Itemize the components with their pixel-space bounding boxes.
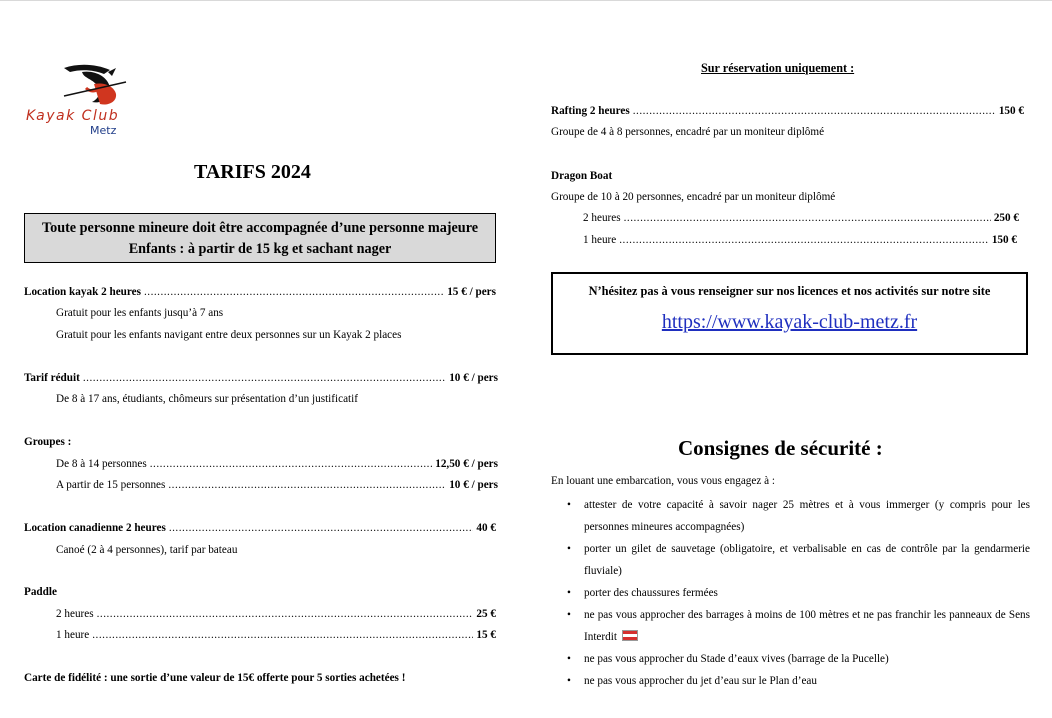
notice-line-1: Toute personne mineure doit être accompagnée d’une personne majeure — [41, 220, 479, 236]
row-dragon-2 — [583, 234, 1017, 246]
rafting-note: Groupe de 4 à 8 personnes, encadré par un moniteur diplômé — [551, 126, 825, 138]
paddle-r2-price: 15 € — [476, 629, 496, 641]
list-item: • attester de votre capacité à savoir nager 25 mètres et à vous immerger (y compris pour les personnes mineures accompagnées) — [560, 494, 1030, 538]
row-paddle-2 — [56, 629, 496, 641]
dragon-r1-price: 250 € — [993, 212, 1019, 224]
logo-text: Kayak Club — [26, 108, 120, 124]
leader-dots — [624, 212, 991, 224]
paddle-r1-price: 25 € — [476, 608, 496, 620]
page-top-border — [0, 0, 1052, 1]
dragon-label: Dragon Boat — [551, 170, 613, 182]
leader-dots — [633, 105, 996, 117]
no-entry-sign-icon — [622, 630, 638, 641]
leader-dots — [144, 286, 444, 298]
groupes-r2-label: A partir de 15 personnes — [56, 479, 166, 491]
groupes-r2-price: 10 € / pers — [449, 479, 498, 491]
row-kayak — [24, 286, 496, 298]
leader-dots — [92, 629, 473, 641]
page-title: TARIFS 2024 — [194, 161, 311, 183]
leader-dots — [97, 608, 474, 620]
row-rafting — [551, 105, 1024, 117]
row-groupes-1 — [56, 458, 498, 470]
reduit-note: De 8 à 17 ans, étudiants, chômeurs sur présentation d’un justificatif — [56, 393, 358, 405]
row-paddle-1 — [56, 608, 496, 620]
leader-dots — [619, 234, 989, 246]
canadienne-price: 40 € — [476, 522, 496, 534]
reduit-price: 10 € / pers — [449, 372, 498, 384]
dragon-r1-label: 2 heures — [583, 212, 621, 224]
dragon-r2-price: 150 € — [991, 234, 1017, 246]
groupes-label: Groupes : — [24, 436, 72, 448]
reduit-label: Tarif réduit — [24, 372, 80, 384]
leader-dots — [169, 522, 474, 534]
paddle-r2-label: 1 heure — [56, 629, 90, 641]
reservation-title: Sur réservation uniquement : — [701, 61, 855, 75]
info-text: N’hésitez pas à vous renseigner sur nos licences et nos activités sur notre site — [588, 284, 991, 298]
website-link[interactable]: https://www.kayak-club-metz.fr — [661, 311, 918, 333]
groupes-r1-label: De 8 à 14 personnes — [56, 458, 147, 470]
safety-rules-list — [560, 494, 1030, 692]
list-item: • porter des chaussures fermées — [560, 582, 1030, 604]
kayak-note-2: Gratuit pour les enfants navigant entre deux personnes sur un Kayak 2 places — [56, 329, 402, 341]
leader-dots — [168, 479, 446, 491]
paddle-label: Paddle — [24, 586, 57, 598]
kayak-price: 15 € / pers — [447, 286, 496, 298]
leader-dots — [150, 458, 433, 470]
rafting-label: Rafting 2 heures — [551, 105, 630, 117]
safety-intro: En louant une embarcation, vous vous engagez à : — [551, 475, 775, 487]
dragon-r2-label: 1 heure — [583, 234, 617, 246]
list-item — [560, 604, 1030, 648]
row-canadienne — [24, 522, 496, 534]
rule-text: ne pas vous approcher des barrages à moins de 100 mètres et ne pas franchir les panneaux de Sens Interdit — [584, 609, 1030, 643]
notice-line-2: Enfants : à partir de 15 kg et sachant nager — [128, 241, 392, 257]
kayak-club-logo — [24, 58, 164, 138]
fidelity-card-note: Carte de fidélité : une sortie d’une valeur de 15€ offerte pour 5 sorties achetées ! — [24, 672, 406, 684]
leader-dots — [83, 372, 446, 384]
list-item: • ne pas vous approcher du Stade d’eaux vives (barrage de la Pucelle) — [560, 648, 1030, 670]
list-item: • porter un gilet de sauvetage (obligatoire, et verbalisable en cas de contrôle par la gendarmerie fluviale) — [560, 538, 1030, 582]
kayak-note-1: Gratuit pour les enfants jusqu’à 7 ans — [56, 307, 224, 319]
canadienne-label: Location canadienne 2 heures — [24, 522, 166, 534]
minor-notice-box — [24, 213, 496, 263]
list-item: • ne pas vous approcher du jet d’eau sur le Plan d’eau — [560, 670, 1030, 692]
kayak-label: Location kayak 2 heures — [24, 286, 141, 298]
website-info-box — [551, 272, 1028, 355]
paddle-r1-label: 2 heures — [56, 608, 94, 620]
row-dragon-1 — [583, 212, 1019, 224]
canadienne-note: Canoé (2 à 4 personnes), tarif par bateau — [56, 544, 238, 556]
groupes-r1-price: 12,50 € / pers — [435, 458, 498, 470]
dragon-note: Groupe de 10 à 20 personnes, encadré par un moniteur diplômé — [551, 191, 836, 203]
row-groupes-2 — [56, 479, 498, 491]
safety-title: Consignes de sécurité : — [678, 436, 883, 460]
row-reduit — [24, 372, 498, 384]
rafting-price: 150 € — [998, 105, 1024, 117]
logo-city: Metz — [90, 124, 117, 137]
